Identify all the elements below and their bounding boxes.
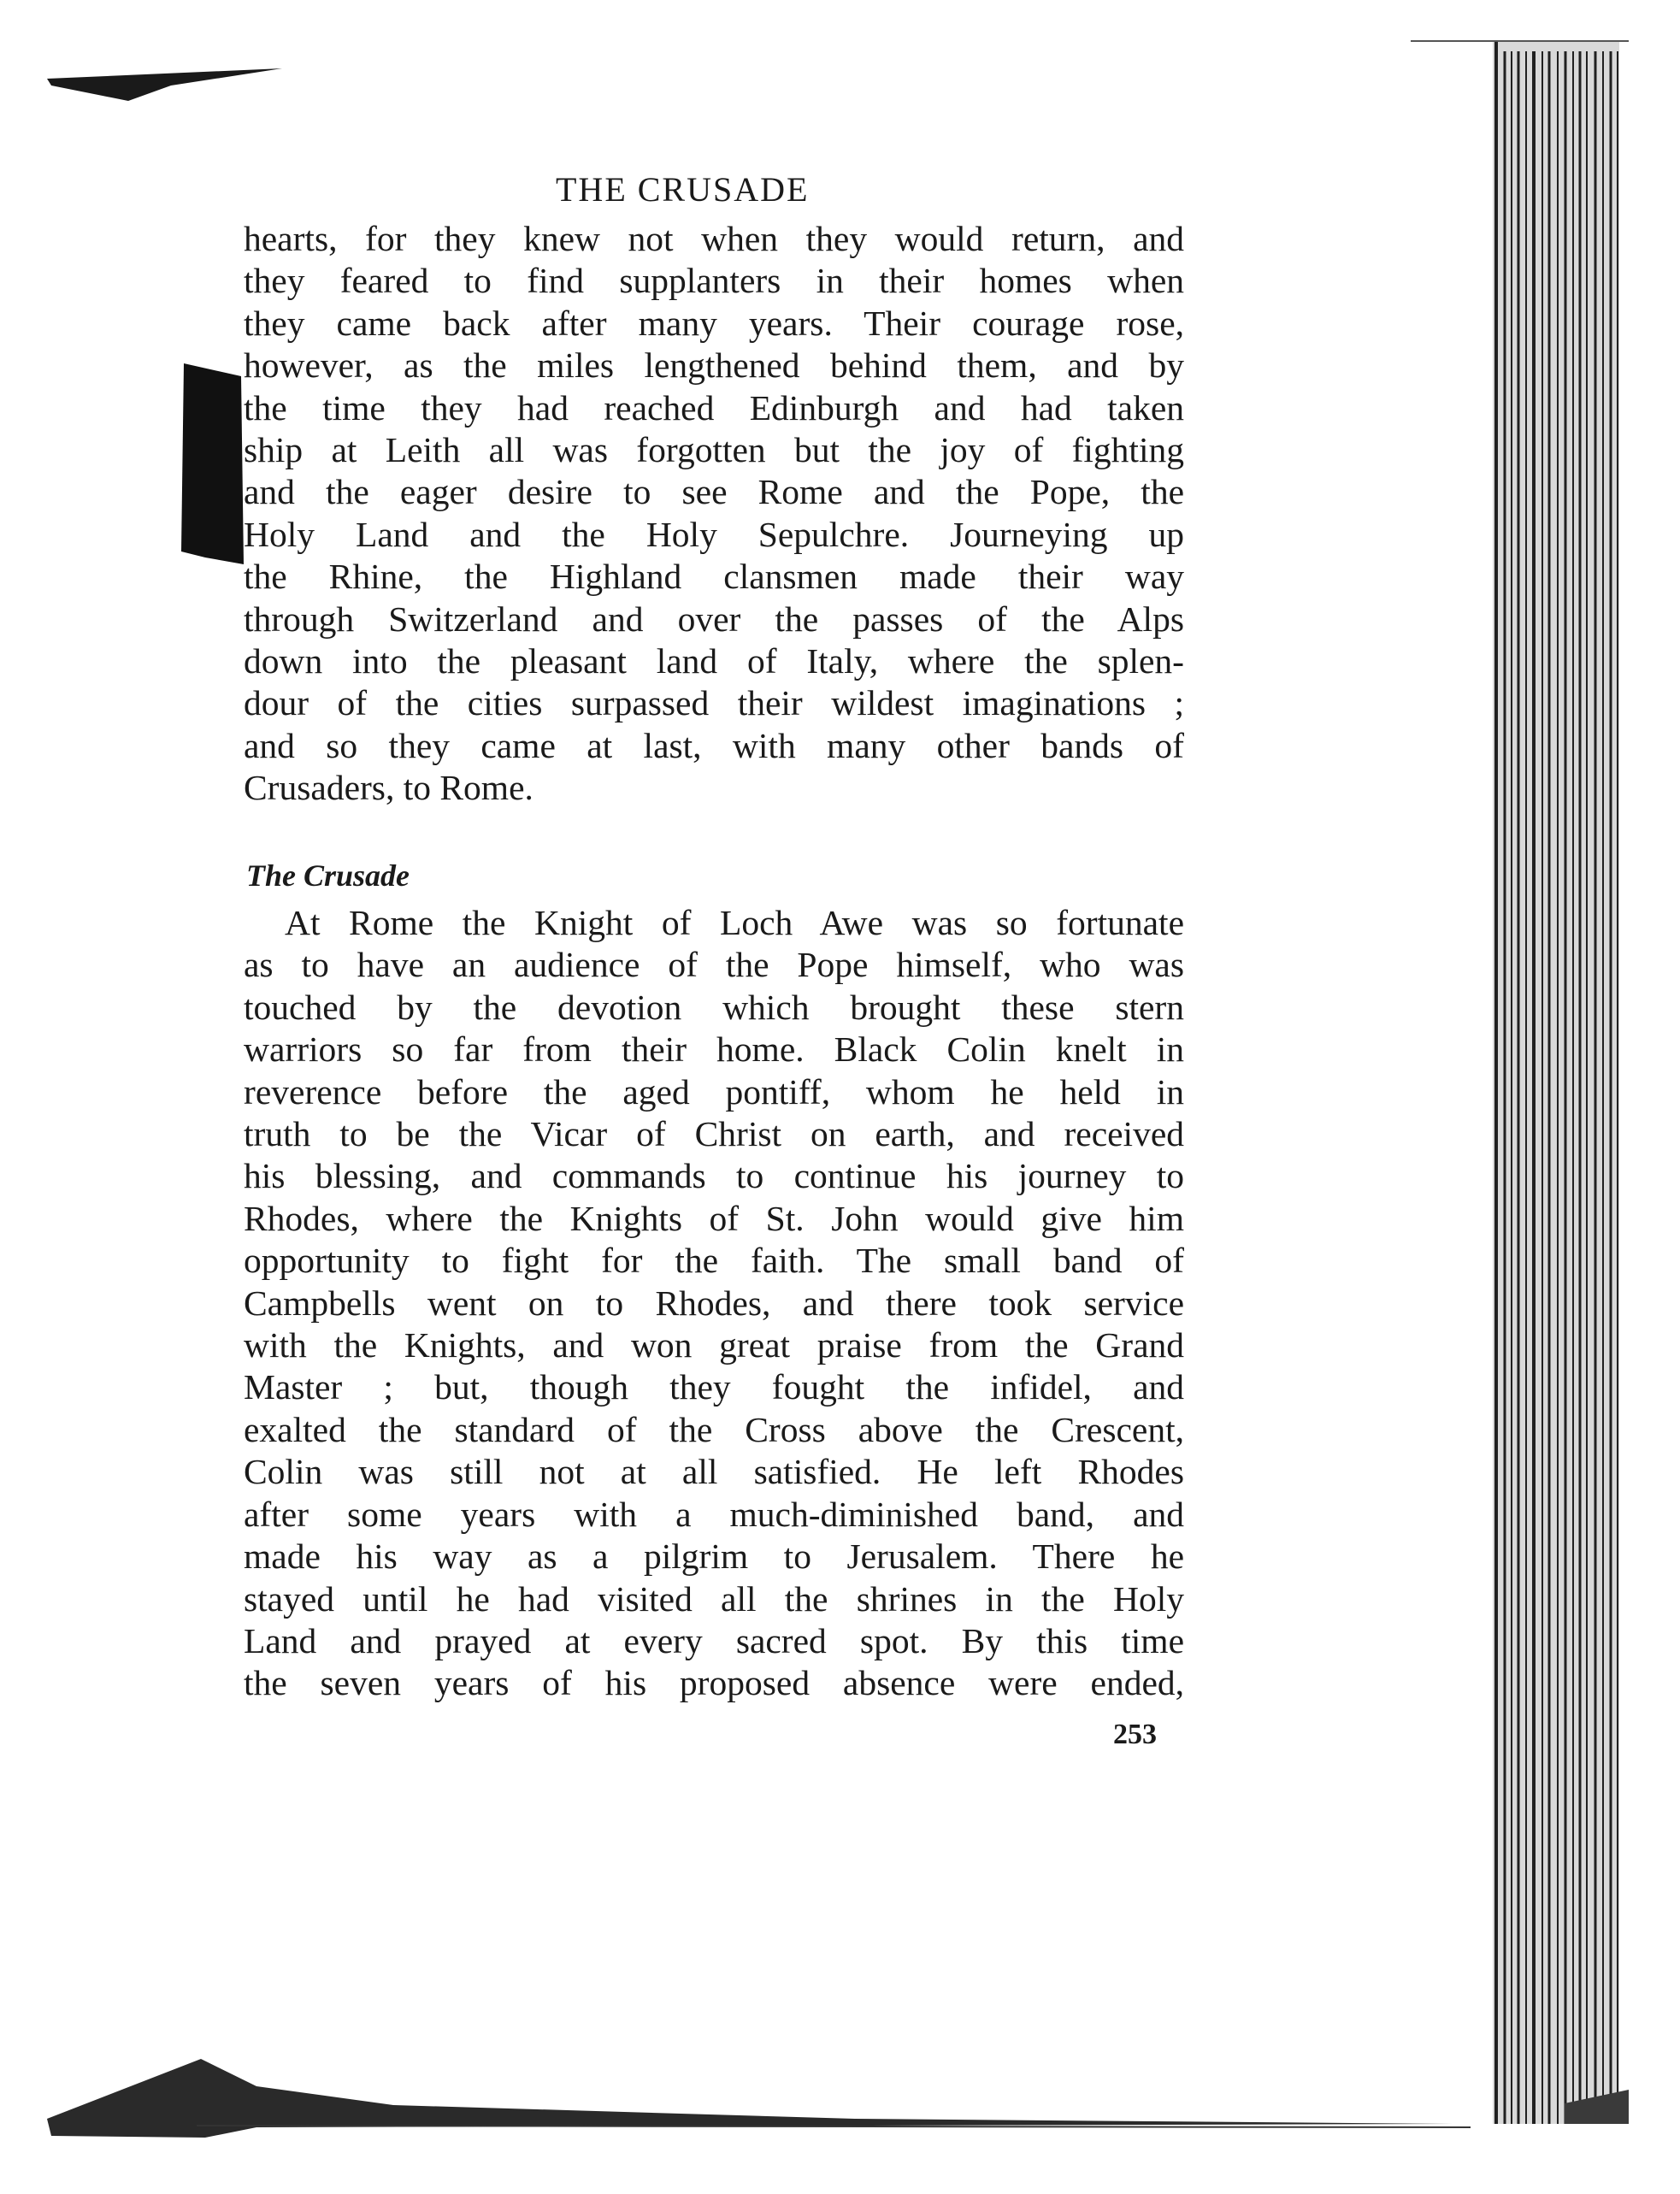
- text-line: the Rhine, the Highland clansmen made their way: [244, 557, 1184, 597]
- top-left-smudge: [47, 68, 282, 101]
- page-edge-lines: [1496, 41, 1618, 2124]
- text-line: hearts, for they knew not when they would return, and: [244, 219, 1184, 258]
- bottom-right-curl: [1565, 2090, 1629, 2124]
- text-line: Master ; but, though they fought the infidel, and: [244, 1367, 1184, 1407]
- running-head: THE CRUSADE: [556, 170, 810, 209]
- text-line: At Rome the Knight of Loch Awe was so fortunate: [285, 903, 1184, 942]
- text-line: Colin was still not at all satisfied. He left Rhodes: [244, 1452, 1184, 1492]
- text-line: the time they had reached Edinburgh and had taken: [244, 387, 1184, 428]
- text-line: opportunity to fight for the faith. The small band of: [244, 1241, 1184, 1281]
- text-line: and the eager desire to see Rome and the Pope, the: [244, 472, 1184, 512]
- text-line: truth to be the Vicar of Christ on earth, and received: [244, 1114, 1184, 1154]
- text-line: exalted the standard of the Cross above the Crescent,: [244, 1409, 1184, 1449]
- text-line: his blessing, and commands to continue his journey to: [244, 1156, 1184, 1196]
- text-line: Holy Land and the Holy Sepulchre. Journeying up: [244, 514, 1184, 554]
- text-line: after some years with a much-diminished band, and: [244, 1494, 1184, 1534]
- left-margin-blot: [181, 363, 244, 564]
- text-line: however, as the miles lengthened behind them, and by: [244, 345, 1184, 386]
- text-line: Crusaders, to Rome.: [244, 768, 533, 808]
- paragraph-2: [244, 902, 1184, 1705]
- section-heading: The Crusade: [246, 858, 410, 893]
- text-line: as to have an audience of the Pope himself, who was: [244, 945, 1184, 985]
- paragraph-1: [244, 218, 1184, 810]
- bottom-edge-line: [197, 2126, 1471, 2127]
- text-line: made his way as a pilgrim to Jerusalem. There he: [244, 1536, 1184, 1577]
- text-line: with the Knights, and won great praise from the Grand: [244, 1325, 1184, 1365]
- text-line: touched by the devotion which brought these stern: [244, 987, 1184, 1027]
- text-line: they came back after many years. Their courage rose,: [244, 303, 1184, 343]
- page-number: 253: [1113, 1719, 1157, 1750]
- text-line: the seven years of his proposed absence were ended,: [244, 1663, 1184, 1703]
- text-line: Rhodes, where the Knights of St. John would give him: [244, 1198, 1184, 1238]
- text-line: ship at Leith all was forgotten but the joy of fighting: [244, 430, 1184, 470]
- text-line: down into the pleasant land of Italy, where the splen-: [244, 641, 1184, 681]
- text-line: Campbells went on to Rhodes, and there took service: [244, 1283, 1184, 1323]
- text-line: Land and prayed at every sacred spot. By this time: [244, 1620, 1184, 1660]
- text-line: dour of the cities surpassed their wildest imaginations ;: [244, 683, 1184, 723]
- text-line: stayed until he had visited all the shrines in the Holy: [244, 1578, 1184, 1619]
- text-line: they feared to find supplanters in their homes when: [244, 261, 1184, 301]
- page-edge-stack: [1493, 41, 1619, 2124]
- text-line: warriors so far from their home. Black Colin knelt in: [244, 1029, 1184, 1070]
- text-line: and so they came at last, with many other bands of: [244, 725, 1184, 765]
- text-line: reverence before the aged pontiff, whom he held in: [244, 1071, 1184, 1112]
- bottom-left-curl: [47, 2059, 1453, 2138]
- text-line: through Switzerland and over the passes of the Alps: [244, 599, 1184, 639]
